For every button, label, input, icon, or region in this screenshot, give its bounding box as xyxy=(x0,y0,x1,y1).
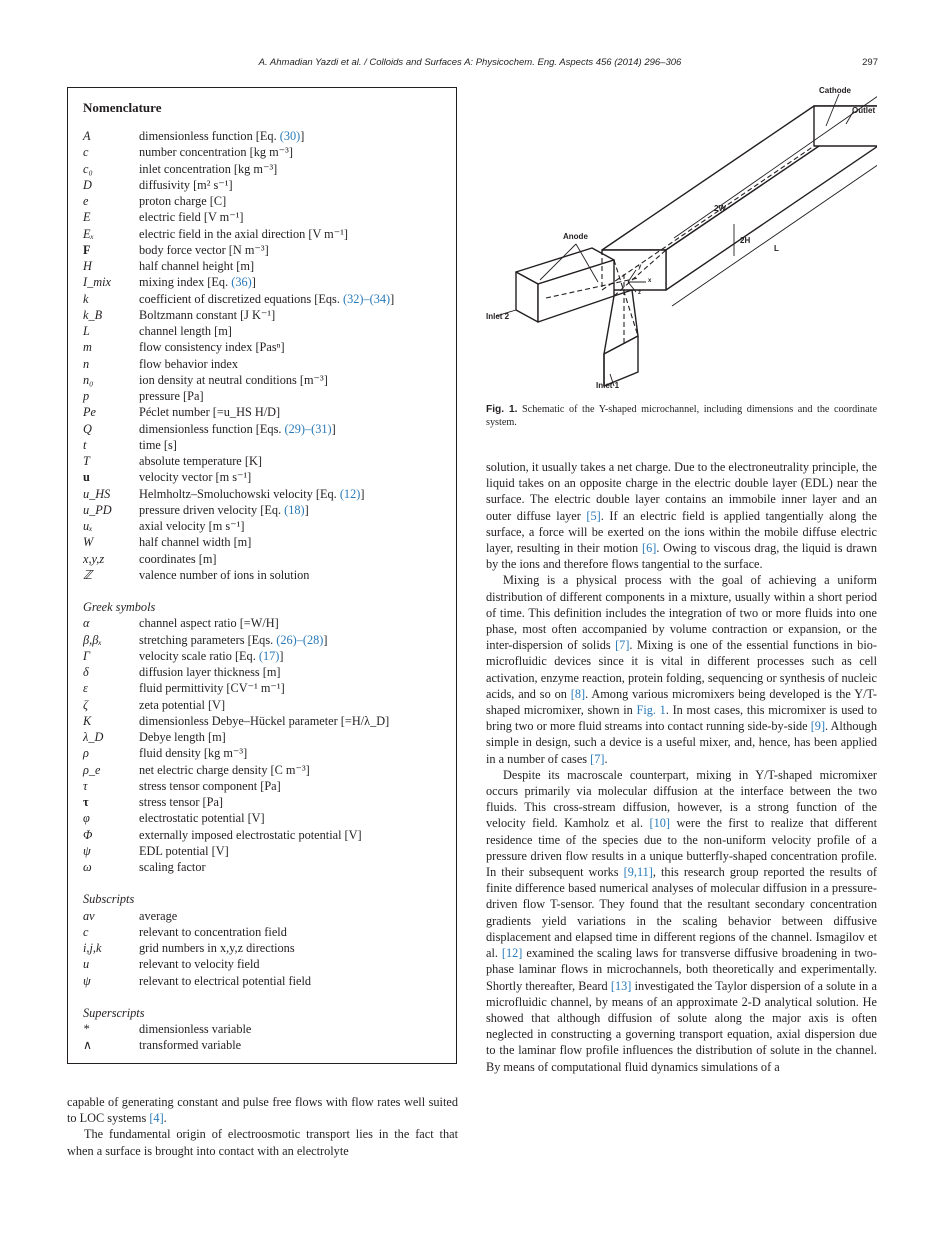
symbol: k_B xyxy=(83,307,103,322)
nomenclature-entry xyxy=(83,713,453,729)
symbol: p xyxy=(83,389,90,403)
definition: dimensionless variable xyxy=(139,1022,252,1036)
citation-link[interactable]: [5] xyxy=(586,508,601,523)
nomenclature-entry xyxy=(83,534,453,550)
y-channel-schematic xyxy=(486,84,877,394)
equation-link[interactable]: (18) xyxy=(284,502,305,517)
definition: coordinates [m] xyxy=(139,551,217,566)
definition: inlet concentration [kg m⁻³] xyxy=(139,161,278,176)
equation-link[interactable]: (30) xyxy=(279,129,301,143)
left-column-text xyxy=(67,1094,458,1159)
nomenclature-entry xyxy=(83,502,453,518)
nomenclature-entry xyxy=(83,567,453,583)
label-axis-z: z xyxy=(638,290,641,296)
nomenclature-entry xyxy=(83,144,453,160)
label-l: L xyxy=(774,244,779,253)
symbol: c xyxy=(83,924,89,939)
definition: relevant to concentration field xyxy=(139,924,287,939)
nomenclature-entry xyxy=(83,745,453,761)
definition: axial velocity [m s⁻¹] xyxy=(139,519,245,533)
definition: Boltzmann constant [J K⁻¹] xyxy=(139,307,276,322)
citation-link[interactable]: [12] xyxy=(501,946,523,961)
definition: Debye length [m] xyxy=(139,730,226,744)
definition: time [s] xyxy=(139,437,177,452)
label-outlet: Outlet xyxy=(852,106,876,115)
definition: half channel width [m] xyxy=(139,535,252,550)
label-axis-x: x xyxy=(648,278,652,284)
definition: pressure [Pa] xyxy=(139,389,204,403)
nomenclature-entry xyxy=(83,762,453,778)
citation-link[interactable]: [7] xyxy=(590,751,605,766)
nomenclature-entry xyxy=(83,209,453,225)
nomenclature-section-heading: Subscripts xyxy=(83,892,135,907)
running-head xyxy=(0,57,926,71)
nomenclature-entry xyxy=(83,421,453,437)
paragraph: The fundamental origin of electroosmotic transport lies in the fact that when a surface is brought into contact with an electrolyte xyxy=(67,1127,458,1158)
nomenclature-entry xyxy=(83,226,453,242)
definition: ion density at neutral conditions [m⁻³] xyxy=(139,372,328,387)
symbol: φ xyxy=(83,811,90,826)
symbol: ρ_e xyxy=(83,762,101,777)
nomenclature-entry xyxy=(83,859,453,875)
definition: stress tensor [Pa] xyxy=(139,795,224,809)
symbol: uₓ xyxy=(83,519,93,533)
definition: flow behavior index xyxy=(139,356,239,371)
definition: stress tensor component [Pa] xyxy=(139,778,281,793)
definition: fluid density [kg m⁻³] xyxy=(139,746,248,761)
figure-1 xyxy=(486,84,877,394)
nomenclature-entry xyxy=(83,453,453,469)
nomenclature-entry xyxy=(83,323,453,339)
nomenclature-entry xyxy=(83,956,453,972)
symbol: τ xyxy=(83,795,89,809)
nomenclature-entry xyxy=(83,908,453,924)
paragraph: capable of generating constant and pulse free flows with flow rates well suited to LOC systems [4]. xyxy=(67,1095,458,1126)
citation-link[interactable]: [6] xyxy=(641,541,657,556)
definition: velocity vector [m s⁻¹] xyxy=(139,470,252,485)
definition: pressure driven velocity [Eq. (18)] xyxy=(139,502,309,517)
symbol: t xyxy=(83,437,87,452)
definition: electrostatic potential [V] xyxy=(139,811,265,826)
symbol: c xyxy=(83,145,89,160)
citation-link[interactable]: [10] xyxy=(649,816,671,831)
symbol: A xyxy=(83,129,91,143)
nomenclature-entry xyxy=(83,973,453,989)
definition: dimensionless Debye–Hückel parameter [=H/λ_D] xyxy=(139,713,390,728)
definition: valence number of ions in solution xyxy=(139,567,310,582)
symbol: m xyxy=(83,340,92,355)
symbol: e xyxy=(83,194,89,208)
nomenclature-entry xyxy=(83,258,453,274)
definition: dimensionless function [Eq. (30)] xyxy=(139,129,305,143)
equation-link[interactable]: (17) xyxy=(258,648,280,663)
symbol: u xyxy=(83,957,90,972)
symbol: K xyxy=(83,713,92,728)
nomenclature-entry xyxy=(83,778,453,794)
nomenclature-list xyxy=(83,128,453,1054)
symbol: u_PD xyxy=(83,502,112,517)
nomenclature-entry xyxy=(83,1037,453,1053)
label-cathode: Cathode xyxy=(819,86,851,95)
nomenclature-entry xyxy=(83,615,453,631)
symbol: n xyxy=(83,356,90,371)
nomenclature-entry xyxy=(83,307,453,323)
symbol: x,y,z xyxy=(83,551,105,566)
definition: net electric charge density [C m⁻³] xyxy=(139,762,310,777)
symbol: Γ xyxy=(83,648,90,663)
symbol: Φ xyxy=(83,827,93,842)
definition: body force vector [N m⁻³] xyxy=(139,242,269,257)
label-inlet-1: Inlet 1 xyxy=(596,381,620,390)
nomenclature-entry xyxy=(83,632,453,648)
definition: stretching parameters [Eqs. (26)–(28)] xyxy=(139,632,328,647)
symbol: ε xyxy=(83,681,88,696)
symbol: λ_D xyxy=(83,730,104,744)
nomenclature-entry xyxy=(83,648,453,664)
label-axis-y: y xyxy=(638,264,642,270)
symbol: ℤ xyxy=(83,567,93,582)
citation-link[interactable]: [8] xyxy=(570,686,586,701)
citation-link[interactable]: [9,11] xyxy=(623,865,653,880)
symbol: k xyxy=(83,291,89,306)
symbol: ψ xyxy=(83,973,91,988)
right-column-text xyxy=(486,459,877,1075)
citation-link[interactable]: [7] xyxy=(615,638,630,653)
figure-link[interactable]: Fig. 1 xyxy=(636,703,666,718)
label-inlet-2: Inlet 2 xyxy=(486,312,510,321)
nomenclature-entry xyxy=(83,469,453,485)
definition: transformed variable xyxy=(139,1038,242,1053)
definition: diffusion layer thickness [m] xyxy=(139,665,281,679)
equation-link[interactable]: (36) xyxy=(231,275,252,290)
caption-label: Fig. 1. xyxy=(486,404,518,415)
symbol: c₀ xyxy=(83,161,93,176)
definition: externally imposed electrostatic potential [V] xyxy=(139,827,362,842)
definition: fluid permittivity [CV⁻¹ m⁻¹] xyxy=(139,681,285,696)
citation-link[interactable]: [9] xyxy=(810,719,826,734)
symbol: ζ xyxy=(83,697,88,712)
symbol: ∧ xyxy=(83,1038,93,1053)
nomenclature-entry xyxy=(83,1021,453,1037)
symbol: δ xyxy=(83,665,89,679)
nomenclature-entry xyxy=(83,404,453,420)
definition: scaling factor xyxy=(139,860,206,874)
paragraph: Despite its macroscale counterpart, mixing in Y/T-shaped micromixer occurs primarily via molecular diffusion at the interface between the two fluids. This cross-stream diffusion, however, is a strong function of the velocity field. Kamholz et al. [10] were the first to realize that different residence time of the species due to the non-uniform velocity profile of a pressure driven flow results in a unique butterfly-shaped concentration profile. In their subsequent works [9,11], this research group reported the results of finite difference based numerical analyses of molecular diffusion in a pressure-driven flow T-sensor. They found that the resultant secondary concentration gradients yield variations in the scaling behavior between diffusive displacement and elapsed time in different regions of the channel. Ismagilov et al. [12] examined the scaling laws for transverse diffusive broadening in two-phase laminar flows in microchannels, both theoretically and experimentally. Shortly thereafter, Beard [13] investigated the Taylor dispersion of a solute in a microfluidic channel, by means of an approximate 2-D analytical solution. He showed that although diffusion of solute along the major axis is often neglected in constructing a governing transport equation, axial dispersion due to the laminar flow profile influences the distribution of solute in the channel. By means of computational fluid dynamics simulations of a xyxy=(486,767,877,1074)
symbol: W xyxy=(83,535,94,550)
label-2w: 2W xyxy=(714,204,726,213)
nomenclature-entry xyxy=(83,437,453,453)
definition: dimensionless function [Eqs. (29)–(31)] xyxy=(139,421,336,436)
equation-link[interactable]: (29)–(31) xyxy=(284,421,332,436)
definition: average xyxy=(139,908,178,923)
symbol: τ xyxy=(83,778,88,793)
paragraph: Mixing is a physical process with the goal of achieving a uniform distribution of different components in a mixture, usually within a short period of time. This definition includes the integration of two or more fluids into one phase, most often accompanied by volume contraction or expansion, or the inter-dispersion of solids [7]. Mixing is one of the essential functions in bio-microfluidic devices since it is vital in different processes such as cell activation, enzyme reaction, protein folding, sequencing or synthesis of nucleic acids, and so on [8]. Among various micromixers being developed is the Y/T-shaped micromixer, shown in Fig. 1. In most cases, this micromixer is used to bring two or more fluid streams into contact running side-by-side [9]. Although simple in design, such a device is a useful mixer, and, hence, has been applied in a number of cases [7]. xyxy=(486,573,877,766)
nomenclature-entry xyxy=(83,827,453,843)
symbol: u xyxy=(83,470,90,485)
nomenclature-entry xyxy=(83,193,453,209)
definition: relevant to velocity field xyxy=(139,957,260,972)
nomenclature-entry xyxy=(83,274,453,290)
definition: electric field [V m⁻¹] xyxy=(139,210,244,225)
definition: mixing index [Eq. (36)] xyxy=(139,275,256,290)
nomenclature-title: Nomenclature xyxy=(83,100,162,115)
definition: channel length [m] xyxy=(139,324,232,338)
symbol: n₀ xyxy=(83,372,94,387)
nomenclature-entry xyxy=(83,940,453,956)
nomenclature-section-heading: Greek symbols xyxy=(83,600,156,614)
definition: coefficient of discretized equations [Eqs. (32)–(34)] xyxy=(139,291,395,306)
nomenclature-entry xyxy=(83,128,453,144)
definition: channel aspect ratio [=W/H] xyxy=(139,616,279,631)
symbol: I_mix xyxy=(83,275,111,290)
definition: velocity scale ratio [Eq. (17)] xyxy=(139,648,284,663)
definition: grid numbers in x,y,z directions xyxy=(139,941,295,955)
symbol: * xyxy=(83,1022,90,1036)
nomenclature-entry xyxy=(83,339,453,355)
symbol: ω xyxy=(83,860,92,874)
nomenclature-entry xyxy=(83,843,453,859)
symbol: α xyxy=(83,616,90,631)
citation-link[interactable]: [4] xyxy=(149,1111,164,1126)
definition: Helmholtz–Smoluchowski velocity [Eq. (12)] xyxy=(139,486,365,501)
label-anode: Anode xyxy=(563,232,588,241)
figure-caption xyxy=(486,403,877,429)
nomenclature-entry xyxy=(83,242,453,258)
symbol: Pe xyxy=(83,405,96,420)
nomenclature-entry xyxy=(83,551,453,567)
nomenclature-entry xyxy=(83,697,453,713)
nomenclature-entry xyxy=(83,664,453,680)
definition: relevant to electrical potential field xyxy=(139,973,312,988)
definition: number concentration [kg m⁻³] xyxy=(139,145,293,160)
symbol: Q xyxy=(83,421,92,436)
definition: EDL potential [V] xyxy=(139,843,229,858)
symbol: F xyxy=(83,242,91,257)
equation-link[interactable]: (26)–(28) xyxy=(276,632,324,647)
equation-link[interactable]: (32)–(34) xyxy=(342,291,391,306)
symbol: H xyxy=(83,259,92,273)
nomenclature-entry xyxy=(83,486,453,502)
symbol: ψ xyxy=(83,843,91,858)
nomenclature-entry xyxy=(83,177,453,193)
equation-link[interactable]: (12) xyxy=(339,486,361,501)
caption-text: Schematic of the Y-shaped microchannel, including dimensions and the coordinate system. xyxy=(486,404,877,428)
symbol: i,j,k xyxy=(83,941,102,955)
symbol: ρ xyxy=(83,746,89,761)
nomenclature-entry xyxy=(83,810,453,826)
nomenclature-section-heading: Superscripts xyxy=(83,1005,145,1020)
definition: proton charge [C] xyxy=(139,194,227,208)
symbol: av xyxy=(83,908,95,923)
citation-link[interactable]: [13] xyxy=(610,978,632,993)
nomenclature-box xyxy=(67,87,457,1064)
definition: zeta potential [V] xyxy=(139,697,226,712)
journal-citation: A. Ahmadian Yazdi et al. / Colloids and Surfaces A: Physicochem. Eng. Aspects 456 (2014) 296–306 xyxy=(258,57,682,68)
definition: electric field in the axial direction [V m⁻¹] xyxy=(139,226,349,241)
definition: Péclet number [=u_HS H/D] xyxy=(139,405,281,420)
symbol: Eₓ xyxy=(83,226,95,241)
nomenclature-entry xyxy=(83,518,453,534)
symbol: u_HS xyxy=(83,486,111,501)
nomenclature-entry xyxy=(83,161,453,177)
definition: flow consistency index [Pasⁿ] xyxy=(139,340,285,355)
definition: half channel height [m] xyxy=(139,259,255,273)
label-2h: 2H xyxy=(740,236,751,245)
nomenclature-entry xyxy=(83,372,453,388)
symbol: T xyxy=(83,454,90,468)
symbol: L xyxy=(83,324,90,338)
symbol: β,βₓ xyxy=(83,632,102,647)
nomenclature-entry xyxy=(83,356,453,372)
nomenclature-entry xyxy=(83,924,453,940)
symbol: D xyxy=(83,177,92,192)
nomenclature-entry xyxy=(83,291,453,307)
nomenclature-entry xyxy=(83,794,453,810)
nomenclature-entry xyxy=(83,729,453,745)
page-number: 297 xyxy=(862,57,878,68)
symbol: E xyxy=(83,210,91,225)
nomenclature-entry xyxy=(83,680,453,696)
paragraph: solution, it usually takes a net charge. Due to the electroneutrality principle, the liquid takes on an opposite charge in the electric double layer (EDL) near the surface. The electric double layer contains an immobile inner layer and an outer diffuse layer [5]. If an electric field is applied tangentially along the surface, a force will be exerted on the ions within the mobile diffuse electric layer, resulting in their motion [6]. Owing to viscous drag, the liquid is drawn by the ions and therefore flows tangential to the surface. xyxy=(486,460,878,572)
definition: diffusivity [m² s⁻¹] xyxy=(139,177,233,192)
definition: absolute temperature [K] xyxy=(139,454,262,468)
nomenclature-entry xyxy=(83,388,453,404)
